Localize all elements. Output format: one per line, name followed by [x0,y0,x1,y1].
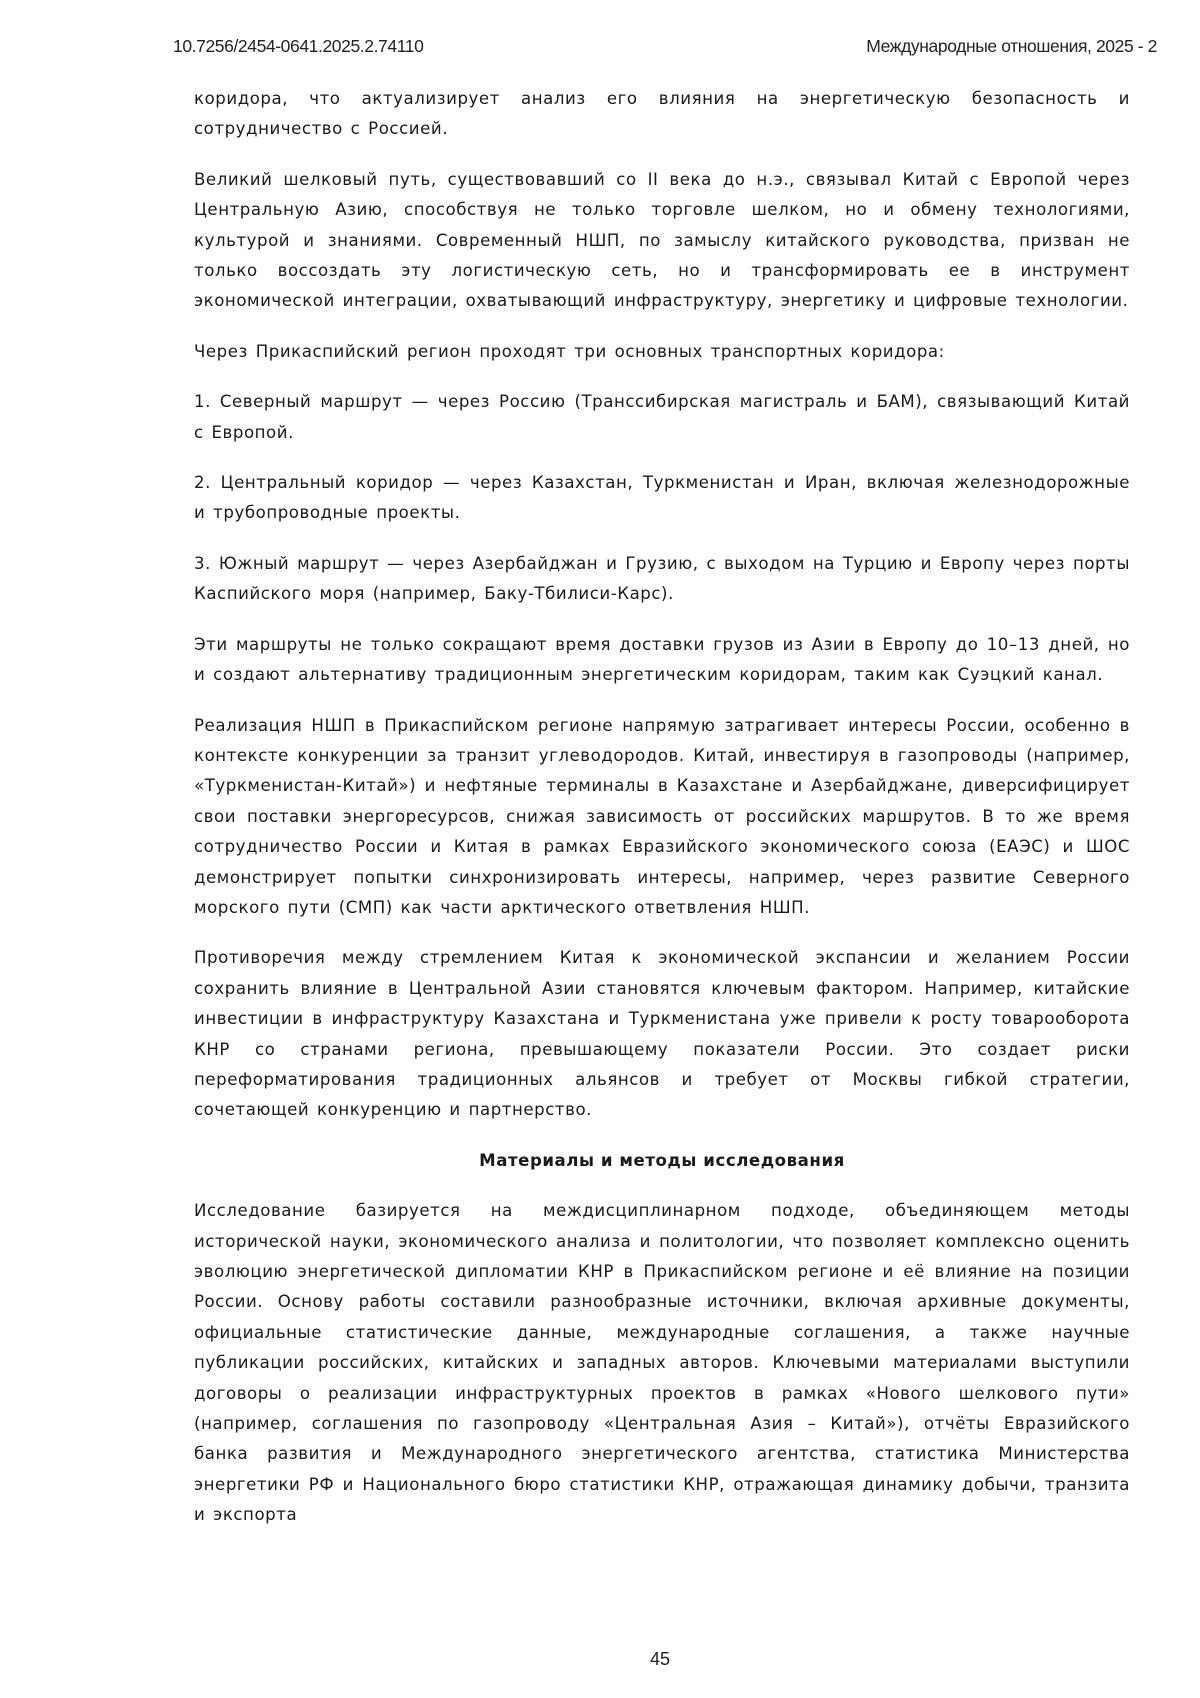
list-item-central-corridor: 2. Центральный коридор — через Казахстан, Туркменистан и Иран, включая железнодорожные и трубопроводные проекты. [194,468,1130,529]
page-number: 45 [0,1649,1200,1670]
doi-label: 10.7256/2454-0641.2025.2.74110 [173,36,423,57]
paragraph-delivery-time: Эти маршруты не только сокращают время доставки грузов из Азии в Европу до 10–13 дней, но и создают альтернативу традиционным энергетическим коридорам, таким как Суэцкий канал. [194,630,1130,691]
paragraph-methods: Исследование базируется на междисциплинарном подходе, объединяющем методы исторической науки, экономического анализа и политологии, что позволяет комплексно оценить эволюцию энергетической дипломатии КНР в Прикаспийском регионе и её влияние на позиции России. Основу работы составили разнообразные источники, включая архивные документы, официальные статистические данные, международные соглашения, а также научные публикации российских, китайских и западных авторов. Ключевыми материалами выступили договоры о реализации инфраструктурных проектов в рамках «Нового шелкового пути» (например, соглашения по газопроводу «Центральная Азия – Китай»), отчёты Евразийского банка развития и Международного энергетического агентства, статистика Министерства энергетики РФ и Национального бюро статистики КНР, отражающая динамику добычи, транзита и экспорта [194,1196,1130,1530]
list-item-northern-route: 1. Северный маршрут — через Россию (Транссибирская магистраль и БАМ), связывающий Китай с Европой. [194,387,1130,448]
journal-issue-label: Международные отношения, 2025 - 2 [866,36,1157,57]
article-body [194,84,1130,1551]
paragraph-contradictions: Противоречия между стремлением Китая к экономической экспансии и желанием России сохранить влияние в Центральной Азии становятся ключевым фактором. Например, китайские инвестиции в инфраструктуру Казахстана и Туркменистана уже привели к росту товарооборота КНР со странами региона, превышающему показатели России. Это создает риски переформатирования традиционных альянсов и требует от Москвы гибкой стратегии, сочетающей конкуренцию и партнерство. [194,943,1130,1125]
paragraph-corridors-intro: Через Прикаспийский регион проходят три основных транспортных коридора: [194,337,1130,367]
section-heading: Материалы и методы исследования [194,1146,1130,1176]
paragraph-russia-interests: Реализация НШП в Прикаспийском регионе напрямую затрагивает интересы России, особенно в контексте конкуренции за транзит углеводородов. Китай, инвестируя в газопроводы (например, «Туркменистан-Китай») и нефтяные терминалы в Казахстане и Азербайджане, диверсифицирует свои поставки энергоресурсов, снижая зависимость от российских маршрутов. В то же время сотрудничество России и Китая в рамках Евразийского экономического союза (ЕАЭС) и ШОС демонстрирует попытки синхронизировать интересы, например, через развитие Северного морского пути (СМП) как части арктического ответвления НШП. [194,711,1130,924]
paragraph-continuation: коридора, что актуализирует анализ его влияния на энергетическую безопасность и сотрудничество с Россией. [194,84,1130,145]
list-item-southern-route: 3. Южный маршрут — через Азербайджан и Грузию, с выходом на Турцию и Европу через порты Каспийского моря (например, Баку-Тбилиси-Карс). [194,549,1130,610]
paragraph-silk-road: Великий шелковый путь, существовавший со II века до н.э., связывал Китай с Европой через Центральную Азию, способствуя не только торговле шелком, но и обмену технологиями, культурой и знаниями. Современный НШП, по замыслу китайского руководства, призван не только воссоздать эту логистическую сеть, но и трансформировать ее в инструмент экономической интеграции, охватывающий инфраструктуру, энергетику и цифровые технологии. [194,165,1130,317]
running-header [173,36,1157,60]
